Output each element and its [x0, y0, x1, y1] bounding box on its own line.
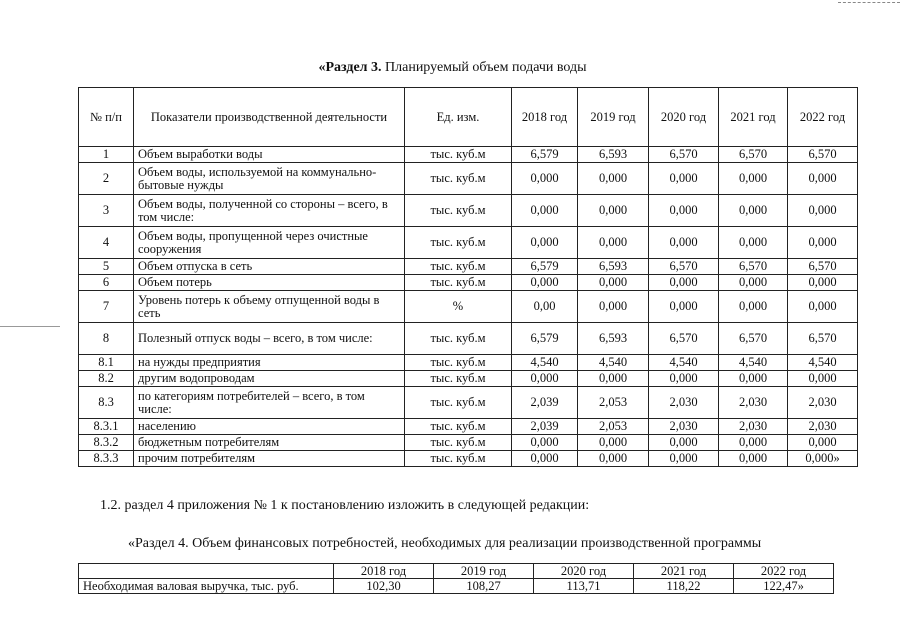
value-cell: 2,053 [578, 387, 649, 419]
value-cell: 0,000 [719, 291, 788, 323]
value-cell: 2,030 [719, 387, 788, 419]
value-cell: 0,000 [512, 371, 578, 387]
section4-title [128, 536, 761, 552]
section4-title-bold: «Раздел 4. [128, 536, 189, 551]
value-cell: 6,579 [512, 259, 578, 275]
section3-title-bold: «Раздел 3. [318, 60, 382, 75]
value-cell: 6,570 [788, 259, 858, 275]
value-cell: 0,000 [649, 435, 719, 451]
row-number: 8.3 [79, 387, 134, 419]
water-supply-table [78, 87, 858, 467]
indicator-name: населению [134, 419, 405, 435]
table-row [79, 259, 858, 275]
unit-cell: тыс. куб.м [405, 419, 512, 435]
header-year: 2021 год [719, 88, 788, 147]
value-cell: 0,000 [578, 451, 649, 467]
value-cell: 6,570 [719, 323, 788, 355]
value-cell: 0,000 [649, 371, 719, 387]
value-cell: 113,71 [534, 579, 634, 594]
header-blank [79, 564, 334, 579]
value-cell: 0,000 [719, 371, 788, 387]
table-row [79, 419, 858, 435]
table-row [79, 163, 858, 195]
row-number: 8.3.1 [79, 419, 134, 435]
value-cell: 0,000 [578, 195, 649, 227]
value-cell: 2,030 [649, 419, 719, 435]
header-year: 2019 год [578, 88, 649, 147]
row-number: 1 [79, 147, 134, 163]
table-row [79, 355, 858, 371]
row-number: 8.2 [79, 371, 134, 387]
value-cell: 6,579 [512, 323, 578, 355]
value-cell: 0,000 [719, 435, 788, 451]
unit-cell: тыс. куб.м [405, 355, 512, 371]
value-cell: 0,000 [788, 275, 858, 291]
value-cell: 0,000 [578, 371, 649, 387]
indicator-name: Объем воды, пропущенной через очистные сооружения [134, 227, 405, 259]
row-number: 8.3.2 [79, 435, 134, 451]
value-cell: 6,570 [788, 147, 858, 163]
header-unit: Ед. изм. [405, 88, 512, 147]
value-cell: 4,540 [649, 355, 719, 371]
indicator-name: другим водопроводам [134, 371, 405, 387]
table-row [79, 451, 858, 467]
header-year: 2018 год [512, 88, 578, 147]
value-cell: 0,000 [578, 435, 649, 451]
table-row [79, 371, 858, 387]
indicator-name: бюджетным потребителям [134, 435, 405, 451]
value-cell: 2,030 [788, 387, 858, 419]
left-margin-line [0, 326, 60, 327]
section4-title-rest: Объем финансовых потребностей, необходимых для реализации производственной программы [188, 536, 762, 551]
value-cell: 6,593 [578, 147, 649, 163]
unit-cell: тыс. куб.м [405, 259, 512, 275]
indicator-name: Объем воды, используемой на коммунально-бытовые нужды [134, 163, 405, 195]
value-cell: 0,000 [719, 275, 788, 291]
unit-cell: тыс. куб.м [405, 147, 512, 163]
row-number: 3 [79, 195, 134, 227]
row-number: 6 [79, 275, 134, 291]
value-cell: 4,540 [578, 355, 649, 371]
unit-cell: тыс. куб.м [405, 435, 512, 451]
unit-cell: тыс. куб.м [405, 227, 512, 259]
value-cell: 4,540 [719, 355, 788, 371]
value-cell: 0,000 [719, 163, 788, 195]
table-row [79, 291, 858, 323]
value-cell: 0,000 [719, 227, 788, 259]
paragraph-1-2: 1.2. раздел 4 приложения № 1 к постановлению изложить в следующей редакции: [100, 498, 590, 513]
value-cell: 0,000 [719, 451, 788, 467]
revenue-label: Необходимая валовая выручка, тыс. руб. [79, 579, 334, 594]
value-cell: 122,47» [734, 579, 834, 594]
value-cell: 2,030 [719, 419, 788, 435]
value-cell: 0,000 [719, 195, 788, 227]
value-cell: 4,540 [512, 355, 578, 371]
value-cell: 0,000 [788, 371, 858, 387]
value-cell: 0,00 [512, 291, 578, 323]
indicator-name: на нужды предприятия [134, 355, 405, 371]
value-cell: 0,000 [788, 163, 858, 195]
table-row [79, 275, 858, 291]
value-cell: 2,030 [788, 419, 858, 435]
value-cell: 6,593 [578, 323, 649, 355]
indicator-name: Объем воды, полученной со стороны – всего, в том числе: [134, 195, 405, 227]
row-number: 8.3.3 [79, 451, 134, 467]
unit-cell: тыс. куб.м [405, 371, 512, 387]
value-cell: 6,570 [788, 323, 858, 355]
value-cell: 118,22 [634, 579, 734, 594]
row-number: 8.1 [79, 355, 134, 371]
section3-title-rest: Планируемый объем подачи воды [381, 60, 587, 75]
header-indicator: Показатели производственной деятельности [134, 88, 405, 147]
header-year: 2022 год [788, 88, 858, 147]
value-cell: 6,593 [578, 259, 649, 275]
unit-cell: тыс. куб.м [405, 275, 512, 291]
header-year: 2022 год [734, 564, 834, 579]
unit-cell: тыс. куб.м [405, 387, 512, 419]
value-cell: 0,000 [512, 163, 578, 195]
indicator-name: Объем потерь [134, 275, 405, 291]
unit-cell: % [405, 291, 512, 323]
indicator-name: Полезный отпуск воды – всего, в том числе: [134, 323, 405, 355]
value-cell: 0,000 [512, 275, 578, 291]
value-cell: 108,27 [434, 579, 534, 594]
value-cell: 2,053 [578, 419, 649, 435]
value-cell: 6,570 [649, 259, 719, 275]
value-cell: 2,039 [512, 387, 578, 419]
table-row [79, 579, 834, 594]
header-year: 2019 год [434, 564, 534, 579]
table-row [79, 195, 858, 227]
indicator-name: Объем выработки воды [134, 147, 405, 163]
value-cell: 0,000 [512, 227, 578, 259]
value-cell: 0,000 [788, 227, 858, 259]
table-row [79, 387, 858, 419]
value-cell: 0,000 [649, 451, 719, 467]
header-num: № п/п [79, 88, 134, 147]
value-cell: 0,000 [649, 227, 719, 259]
top-right-divider [838, 2, 900, 3]
financial-needs-table [78, 563, 834, 594]
row-number: 8 [79, 323, 134, 355]
value-cell: 6,579 [512, 147, 578, 163]
value-cell: 0,000 [649, 163, 719, 195]
value-cell: 2,030 [649, 387, 719, 419]
indicator-name: Уровень потерь к объему отпущенной воды в сеть [134, 291, 405, 323]
value-cell: 6,570 [649, 323, 719, 355]
table-row [79, 147, 858, 163]
value-cell: 0,000 [788, 291, 858, 323]
value-cell: 6,570 [649, 147, 719, 163]
value-cell: 4,540 [788, 355, 858, 371]
value-cell: 102,30 [334, 579, 434, 594]
table-header-row [79, 564, 834, 579]
value-cell: 0,000 [512, 195, 578, 227]
value-cell: 0,000 [512, 451, 578, 467]
header-year: 2021 год [634, 564, 734, 579]
table-header-row [79, 88, 858, 147]
value-cell: 0,000 [649, 195, 719, 227]
value-cell: 0,000 [788, 435, 858, 451]
indicator-name: прочим потребителям [134, 451, 405, 467]
value-cell: 0,000 [788, 195, 858, 227]
value-cell: 0,000 [578, 227, 649, 259]
unit-cell: тыс. куб.м [405, 163, 512, 195]
header-year: 2018 год [334, 564, 434, 579]
row-number: 5 [79, 259, 134, 275]
value-cell: 0,000 [578, 275, 649, 291]
section3-title [0, 60, 905, 76]
unit-cell: тыс. куб.м [405, 195, 512, 227]
indicator-name: по категориям потребителей – всего, в том числе: [134, 387, 405, 419]
header-year: 2020 год [649, 88, 719, 147]
unit-cell: тыс. куб.м [405, 451, 512, 467]
value-cell: 6,570 [719, 147, 788, 163]
row-number: 7 [79, 291, 134, 323]
row-number: 2 [79, 163, 134, 195]
value-cell: 0,000 [578, 163, 649, 195]
value-cell: 0,000 [512, 435, 578, 451]
value-cell: 0,000» [788, 451, 858, 467]
value-cell: 0,000 [578, 291, 649, 323]
indicator-name: Объем отпуска в сеть [134, 259, 405, 275]
table-row [79, 323, 858, 355]
row-number: 4 [79, 227, 134, 259]
table-row [79, 435, 858, 451]
value-cell: 6,570 [719, 259, 788, 275]
value-cell: 2,039 [512, 419, 578, 435]
header-year: 2020 год [534, 564, 634, 579]
unit-cell: тыс. куб.м [405, 323, 512, 355]
value-cell: 0,000 [649, 275, 719, 291]
value-cell: 0,000 [649, 291, 719, 323]
table-row [79, 227, 858, 259]
